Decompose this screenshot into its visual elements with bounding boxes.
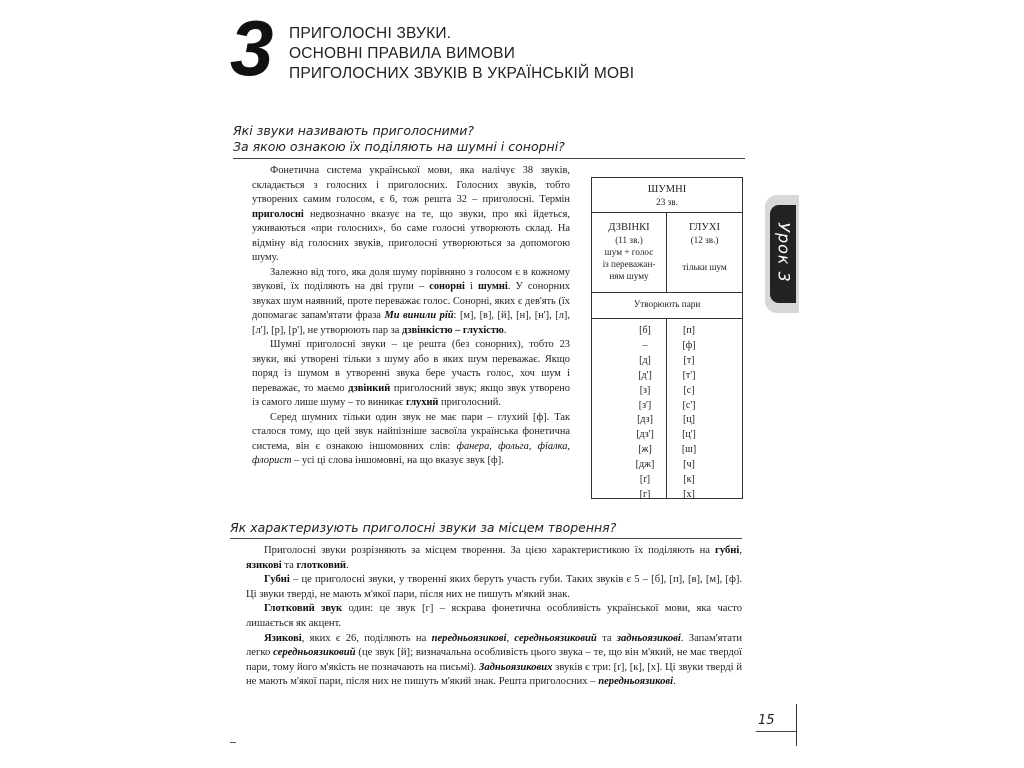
voiceless-count: (12 зв.): [690, 235, 719, 245]
page-number: 15: [758, 713, 775, 728]
voiced-sound: [дз]: [637, 414, 653, 426]
section1-question-line-1: Які звуки називають приголосними?: [233, 123, 474, 138]
voiceless-sound: [ч]: [683, 459, 695, 471]
voiced-sound: [д]: [639, 354, 651, 366]
voiced-sound: [з']: [638, 399, 652, 411]
lesson-tab: [765, 195, 799, 313]
voiceless-sound: [т']: [682, 369, 696, 381]
voiced-title: ДЗВІНКІ: [608, 222, 650, 233]
voiced-sound: [дж]: [635, 459, 655, 471]
voiceless-title: ГЛУХІ: [689, 222, 720, 233]
voiced-desc-1: шум + голос: [604, 247, 654, 257]
table-row-divider: [592, 212, 742, 213]
voiceless-sound: [с']: [682, 399, 696, 411]
voiced-desc-2: із переважан-: [602, 259, 656, 269]
paragraph-7: Глотковий звук один: це звук [г] – яскрава фонетична особливість української мови, яка часто лишається як акцент.: [246, 603, 742, 629]
paragraph-3: Шумні приголосні звуки – це решта (без сонорних), тобто 23 звуки, які утворені тільки з шуму або в яких шум переважає. Якщо поряд із шумом в утворенні звука бере участь голос, хоч шум і переважає, то маємо дзвінкий приголосний звук; якщо звук утворено із самого лише шуму – то виникає глухий приголосний.: [252, 339, 571, 408]
lesson-tab-label: Урок 3: [774, 222, 794, 283]
voiced-count: (11 зв.): [615, 235, 643, 245]
chapter-number: 3: [230, 4, 274, 92]
chapter-title-line-2: ОСНОВНІ ПРАВИЛА ВИМОВИ: [289, 45, 516, 62]
voiceless-sound: [п]: [682, 325, 695, 336]
lesson-tab-marker: [770, 205, 796, 303]
voiced-desc-3: ням шуму: [609, 271, 649, 281]
chapter-title-line-1: ПРИГОЛОСНІ ЗВУКИ.: [289, 25, 452, 42]
section2-question: Як характеризують приголосні звуки за місцем творення?: [230, 520, 617, 535]
page-number-underline: [756, 731, 796, 732]
voiceless-sound: [с]: [683, 384, 695, 396]
voiceless-sound: [ф]: [682, 339, 696, 351]
voiceless-desc: тільки шум: [682, 262, 727, 272]
voiceless-sound: [т]: [683, 354, 695, 366]
voiceless-sounds-list: [672, 324, 706, 503]
voiced-sound: [г]: [639, 488, 651, 500]
voiced-sound: [ж]: [638, 444, 652, 456]
section1-divider: [233, 158, 745, 159]
section2-text: [246, 544, 742, 690]
voiceless-sound: [ш]: [681, 444, 697, 456]
section2-divider: [230, 538, 742, 539]
chapter-title-line-3: ПРИГОЛОСНИХ ЗВУКІВ В УКРАЇНСЬКІЙ МОВІ: [289, 65, 635, 82]
paragraph-2: Залежно від того, яка доля шуму порівняно з голосом є в кожному звукові, їх поділяють на дві групи – сонорні і шумні. У сонорних звуках шум наявний, проте переважає голос. Сонорні, яких є дев'ять (їх допомагає запам'ятати фраза Ми винили рій: [м], [в], [й], [н], [н'], [л], [л'], [р], [р'], не утворюють пар за дзвінкістю – глухістю.: [252, 266, 570, 336]
voiced-sound: –: [642, 339, 648, 351]
voiceless-sound: [х]: [683, 488, 695, 500]
consonant-table: [591, 177, 743, 499]
voiced-sound: [ґ]: [639, 474, 651, 486]
voiced-sound: [д']: [638, 369, 652, 381]
paragraph-4: Серед шумних тільки один звук не має пари – глухий [ф]. Так сталося тому, що цей звук найпізніше засвоїла українська фонетична система, він є ознакою іншомовних слів: фанера, фольга, фіалка, флорист – усі ці слова іншомовні, на що вказує звук [ф].: [252, 411, 570, 466]
table-header-count: 23 зв.: [656, 197, 678, 207]
corner-mark: [230, 742, 236, 743]
table-row-divider: [592, 292, 742, 293]
paragraph-1: Фонетична система української мови, яка налічує 38 звуків, складається з голосних і приголосних. Голосних звуків, тобто утворених самим голосом, є 6, тож решта 32 – приголосні. Термін приголосні недвозначно вказує на те, що звуки, про які йдеться, уживаються «при голосних», бо саме голосні утворюють склад. На відміну від голосних звуків, приголосні утворюються за допомогою шуму.: [252, 165, 570, 263]
chapter-title: [289, 24, 729, 84]
voiceless-sound: [ц]: [682, 414, 695, 426]
table-header: ШУМНІ: [647, 184, 687, 195]
paragraph-6: Губні – це приголосні звуки, у творенні яких беруть участь губи. Таких звуків є 5 – [б], [п], [в], [м], [ф]. Ці звуки тверді, не мають м'якої пари, після них не пишуть м'який знак.: [246, 574, 742, 600]
margin-line: [796, 704, 797, 746]
voiced-sound: [з]: [639, 384, 651, 396]
table-column-divider: [666, 318, 667, 498]
voiced-sounds-list: [628, 324, 662, 503]
paragraph-8: Язикові, яких є 26, поділяють на передньоязикові, середньоязиковий та задньоязикові. Запам'ятати легко середньоязиковий (це звук [й]; визначальна особливість цього звука – те, що він м'який, не має твердої пари, тому його м'якість не позначають на письмі). Задньоязикових звуків є три: [ґ], [к], [х]. Ці звуки тверді й не мають м'якої пари, після них не пишуть м'який знак. Решта приголосних – передньоязикові.: [246, 632, 742, 688]
section1-text: [252, 164, 570, 469]
table-row-divider: [592, 318, 742, 319]
paragraph-5: Приголосні звуки розрізняють за місцем творення. За цією характеристикою їх поділяють на губні, язикові та глотковий.: [246, 545, 742, 571]
voiceless-sound: [ц']: [682, 429, 696, 441]
pairs-label: Утворюють пари: [633, 299, 701, 309]
voiced-sound: [б]: [639, 325, 651, 336]
section1-question-line-2: За якою ознакою їх поділяють на шумні і сонорні?: [233, 139, 565, 154]
voiceless-sound: [к]: [683, 474, 695, 486]
voiced-sound: [дз']: [636, 429, 654, 441]
